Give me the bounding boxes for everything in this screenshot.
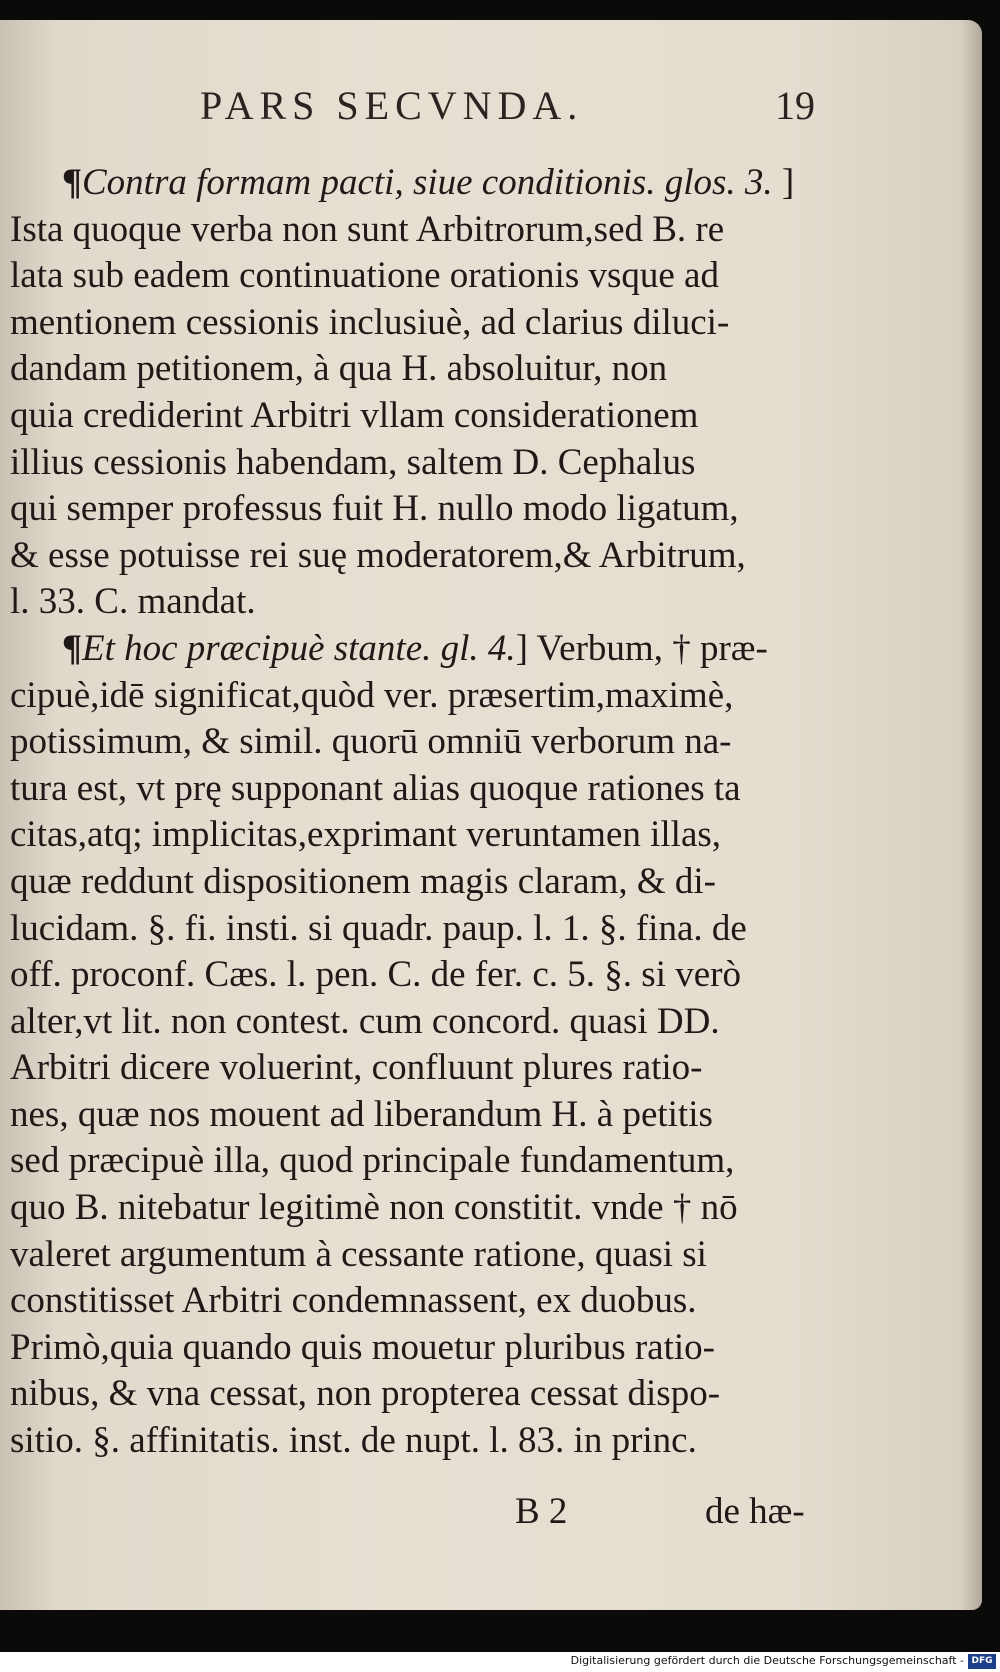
- text-line: [10, 160, 820, 207]
- line-text: Ista quoque verba non sunt Arbitrorum,sed B. re: [10, 208, 725, 250]
- line-text: nes, quæ nos mouent ad liberandum H. à petitis: [10, 1093, 713, 1135]
- text-line: [10, 1138, 820, 1185]
- line-text: & esse potuisse rei suę moderatorem,& Arbitrum,: [10, 534, 746, 576]
- text-line: [10, 1045, 820, 1092]
- text-line: [10, 719, 820, 766]
- line-text: Primò,quia quando quis mouetur pluribus ratio-: [10, 1326, 715, 1368]
- text-line: [10, 1325, 820, 1372]
- line-text: potissimum, & simil. quorū omniū verborum na-: [10, 721, 732, 763]
- text-line: [10, 300, 820, 347]
- line-text: sitio. §. affinitatis. inst. de nupt. l. 83. in princ.: [10, 1420, 697, 1462]
- line-text: nibus, & vna cessat, non propterea cessat dispo-: [10, 1373, 721, 1415]
- line-text: off. proconf. Cæs. l. pen. C. de fer. c. 5. §. si verò: [10, 954, 741, 996]
- line-text: quia crediderint Arbitri vllam considerationem: [10, 394, 699, 436]
- lemma-italic: Et hoc præcipuè stante. gl. 4.: [81, 627, 516, 669]
- text-line: [10, 1371, 820, 1418]
- text-line: [10, 1278, 820, 1325]
- line-text: quo B. nitebatur legitimè non constitit. vnde † nō: [10, 1187, 738, 1229]
- body-text: [10, 160, 820, 1465]
- text-line: [10, 440, 820, 487]
- text-line: [10, 207, 820, 254]
- line-text: lucidam. §. fi. insti. si quadr. paup. l. 1. §. fina. de: [10, 907, 747, 949]
- line-text: constitisset Arbitri condemnassent, ex duobus.: [10, 1280, 697, 1322]
- page-header: [0, 82, 982, 142]
- line-text: qui semper professus fuit H. nullo modo ligatum,: [10, 488, 739, 530]
- text-line: [10, 999, 820, 1046]
- line-text: illius cessionis habendam, saltem D. Cephalus: [10, 441, 696, 483]
- lemma-italic: Contra formam pacti, siue conditionis. glos. 3.: [81, 162, 773, 203]
- text-line: [10, 673, 820, 720]
- line-text: ] Verbum, † præ-: [515, 627, 768, 669]
- text-line: [10, 1418, 820, 1465]
- page-number: 19: [775, 83, 815, 128]
- running-head: PARS SECVNDA.: [200, 83, 584, 128]
- text-line: [10, 393, 820, 440]
- line-text: sed præcipuè illa, quod principale fundamentum,: [10, 1140, 735, 1182]
- text-line: [10, 766, 820, 813]
- text-line: [10, 859, 820, 906]
- text-line: [10, 1232, 820, 1279]
- text-line: [10, 253, 820, 300]
- text-line: [10, 1092, 820, 1139]
- line-text: citas,atq; implicitas,exprimant veruntamen illas,: [10, 814, 722, 856]
- text-line: [10, 952, 820, 999]
- text-line: [10, 626, 820, 673]
- dfg-logo: DFG: [968, 1654, 996, 1669]
- credit-text: Digitalisierung gefördert durch die Deutsche Forschungsgemeinschaft -: [570, 1654, 964, 1667]
- line-text: cipuè,idē significat,quòd ver. præsertim,maximè,: [10, 674, 734, 716]
- line-text: valeret argumentum à cessante ratione, quasi si: [10, 1233, 707, 1275]
- text-line: [10, 346, 820, 393]
- text-line: [10, 1185, 820, 1232]
- pilcrow-mark: ¶: [62, 627, 82, 669]
- text-line: [10, 486, 820, 533]
- line-text: Arbitri dicere voluerint, confluunt plures ratio-: [10, 1047, 703, 1089]
- digitization-credit-bar: [0, 1652, 1000, 1672]
- line-text: dandam petitionem, à qua H. absoluitur, non: [10, 348, 668, 390]
- catchword: de hæ-: [705, 1491, 805, 1532]
- text-line: [10, 812, 820, 859]
- line-text: l. 33. C. mandat.: [10, 581, 256, 623]
- text-line: [10, 579, 820, 626]
- line-text: alter,vt lit. non contest. cum concord. quasi DD.: [10, 1000, 720, 1042]
- pilcrow-mark: ¶: [62, 162, 82, 203]
- page-foot: [0, 1490, 982, 1536]
- line-text: quæ reddunt dispositionem magis claram, & di-: [10, 860, 716, 902]
- signature-mark: B 2: [515, 1491, 568, 1532]
- line-text: lata sub eadem continuatione orationis vsque ad: [10, 255, 719, 297]
- line-text: mentionem cessionis inclusiuè, ad clarius diluci-: [10, 301, 730, 343]
- line-text: tura est, vt prę supponant alias quoque rationes ta: [10, 767, 741, 809]
- line-text: ]: [772, 162, 795, 203]
- text-line: [10, 533, 820, 580]
- book-page: [0, 20, 982, 1610]
- text-line: [10, 906, 820, 953]
